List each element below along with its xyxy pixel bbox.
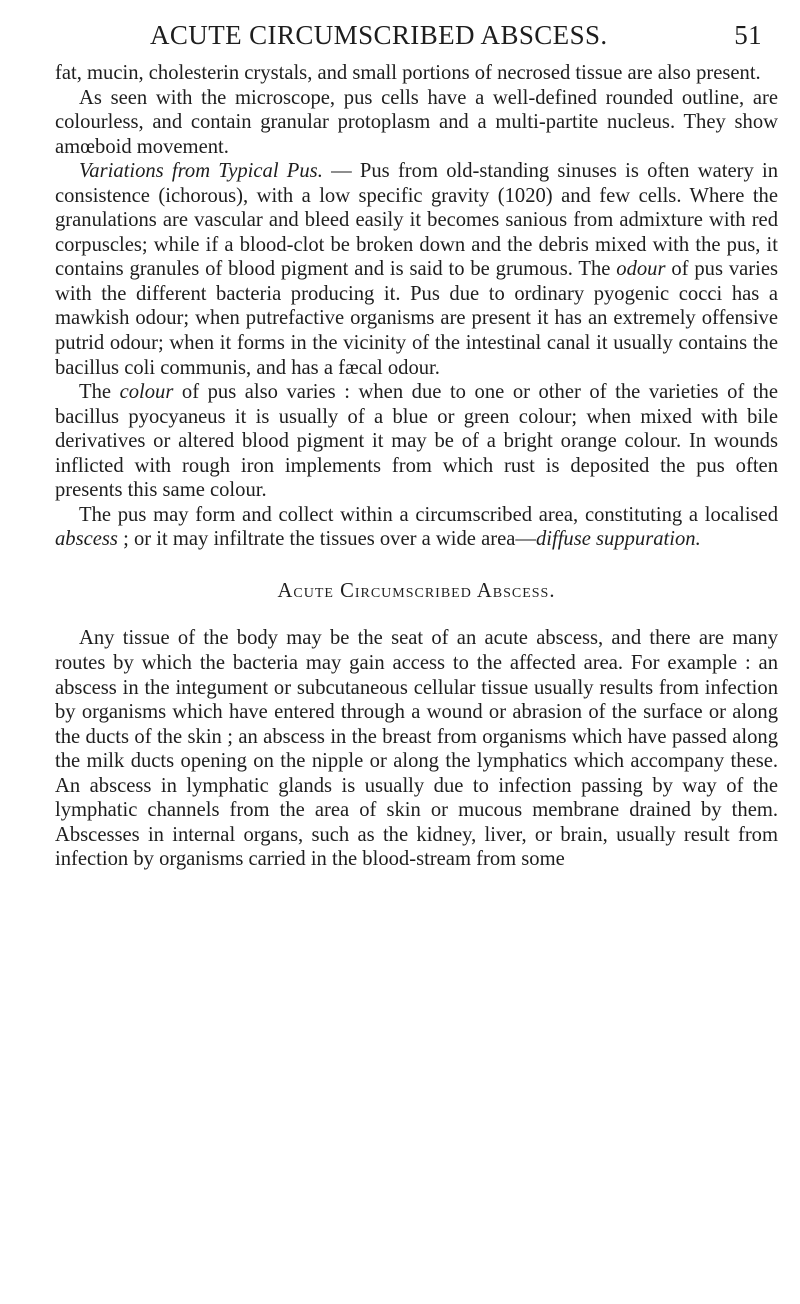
abscess-term: abscess (55, 528, 118, 551)
section-heading: Acute Circumscribed Abscess. (277, 579, 556, 602)
abscess-text-a: The pus may form and collect within a circumscribed area, constituting a localised (79, 503, 778, 526)
page-number: 51 (734, 20, 762, 50)
running-header (150, 18, 762, 52)
running-title: ACUTE CIRCUMSCRIBED ABSCESS. (150, 20, 608, 50)
paragraph-acute-abscess: Any tissue of the body may be the seat of an acute abscess, and there are many routes by which the bacteria may gain access to the affected area. For example : an abscess in the integument or subcutaneous cellular tissue usually results from infection by organisms which have entered through a wound or abrasion of the surface or along the ducts of the skin ; an abscess in the breast from organisms which have passed along the milk ducts opening on the nipple or along the lymphatics which accompany these. An abscess in lymphatic glands is usually due to infection passing by way of the lymphatic channels from the area of skin or mucous membrane drained by them. Abscesses in internal organs, such as the kidney, liver, or brain, usually result from infection by organisms carried in the blood-stream from some (55, 627, 778, 871)
variations-text-b: of pus varies with the different bacteria producing it. Pus due to ordinary pyogenic cocci has a mawkish odour; when putrefactive organisms are present it has an extremely offensive putrid odour; when it forms in the vicinity of the intestinal canal it usually contains the bacillus coli communis, and has a fæcal odour. (55, 258, 778, 379)
diffuse-suppuration-term: diffuse suppuration. (535, 528, 701, 551)
paragraph-abscess-definition (55, 503, 778, 552)
variations-text-a: — Pus from old-standing sinuses is often watery in consistence (ichorous), with a low specific gravity (1020) and few cells. Where the granulations are vascular and bleed easily it becomes sanious from admixture with red corpuscles; while if a blood-clot be broken down and the debris mixed with the pus, it contains granules of blood pigment and is said to be grumous. The (55, 160, 779, 281)
paragraph-microscope: As seen with the microscope, pus cells have a well-defined rounded outline, are colourless, and contain granular protoplasm and a multi-partite nucleus. They show amœboid movement. (55, 86, 778, 158)
paragraph-continued: fat, mucin, cholesterin crystals, and small portions of necrosed tissue are also present. (55, 62, 761, 84)
abscess-text-b: ; or it may infiltrate the tissues over a wide area— (117, 528, 536, 551)
variations-subheading: Variations from Typical Pus. (79, 160, 323, 183)
body-text (55, 61, 778, 872)
paragraph-colour (55, 380, 778, 503)
colour-term: colour (119, 381, 174, 404)
paragraph-variations (55, 159, 778, 380)
colour-text-b: of pus also varies : when due to one or other of the varieties of the bacillus pyocyaneus it is usually of a blue or green colour; when mixed with bile derivatives or altered blood pigment it may be of a bright orange colour. In wounds inflicted with rough iron implements from which rust is deposited the pus often presents this same colour. (55, 381, 778, 502)
colour-text-a: The (79, 381, 120, 404)
odour-term: odour (616, 258, 666, 281)
